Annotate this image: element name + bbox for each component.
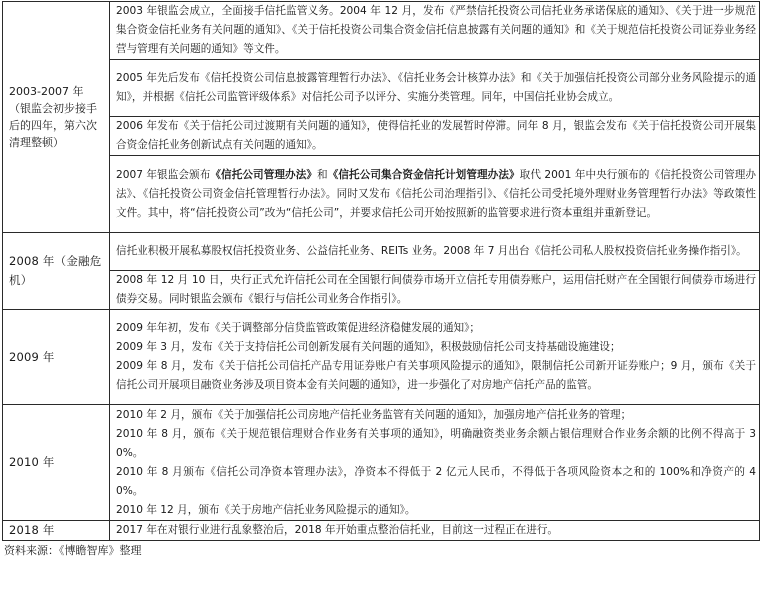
event-text: 2003 年银监会成立，全面接手信托监管义务。2004 年 12 月，发布《严禁信托投资公司信托业务承诺保底的通知》、《关于进一步规范集合资金信托业务有关问题的通知》、《关于信托投资公司集合资金信托信息披露有关问题的通知》和《关于规范信托投资公司证券业务经营与管理有关问题的通知》等文件。 (116, 5, 756, 55)
table-row (3, 521, 760, 541)
table-row (3, 117, 760, 156)
event-text: 2005 年先后发布《信托投资公司信息披露管理暂行办法》、《信托业务会计核算办法》和《关于加强信托投资公司部分业务风险提示的通知》，并根据《信托公司监管评级体系》对信托公司予以评分、实施分类管理。同年，中国信托业协会成立。 (116, 72, 756, 103)
event-cell (110, 405, 760, 521)
table-row (3, 156, 760, 233)
document-title-bold: 《信托公司管理办法》 (210, 168, 318, 181)
event-cell (110, 271, 760, 310)
event-cell (110, 233, 760, 271)
event-line: 2010 年 8 月颁布《信托公司净资本管理办法》，净资本不得低于 2 亿元人民币，不得低于各项风险资本之和的 100%和净资产的 40%。 (116, 465, 756, 497)
table-row (3, 271, 760, 310)
event-text: 和 (317, 168, 328, 181)
event-text: 信托业积极开展私募股权信托投资业务、公益信托业务、REITs 业务。2008 年 7 月出台《信托公司私人股权投资信托业务操作指引》。 (116, 245, 747, 257)
event-line: 2009 年 8 月，发布《关于信托公司信托产品专用证券账户有关事项风险提示的通知》，限制信托公司新开证券账户；9 月，颁布《关于信托公司开展项目融资业务涉及项目资本金有关问题的通知》，进一步强化了对房地产信托产品的监管。 (116, 360, 756, 391)
document-title-bold: 《信托公司集合资金信托计划管理办法》 (327, 168, 520, 181)
event-text: 2017 年在对银行业进行乱象整治后，2018 年开始重点整治信托业，目前这一过程正在进行。 (116, 524, 559, 536)
event-text: 2007 年银监会颁布 (116, 168, 211, 181)
table-row (3, 310, 760, 405)
event-cell (110, 2, 760, 60)
year-cell: 2008 年（金融危机） (3, 233, 110, 310)
regulation-table-wrapper (2, 1, 760, 559)
event-cell (110, 117, 760, 156)
table-row (3, 233, 760, 271)
event-line: 2009 年年初，发布《关于调整部分信贷监管政策促进经济稳健发展的通知》； (116, 322, 481, 334)
event-cell (110, 156, 760, 233)
event-line: 2010 年 8 月，颁布《关于规范银信理财合作业务有关事项的通知》，明确融资类业务余额占银信理财合作业务余额的比例不得高于 30%。 (116, 427, 756, 459)
table-row (3, 2, 760, 60)
table-row (3, 60, 760, 117)
year-cell: 2009 年 (3, 310, 110, 405)
year-cell: 2018 年 (3, 521, 110, 541)
event-text: 2008 年 12 月 10 日，央行正式允许信托公司在全国银行间债券市场开立信托专用债券账户，运用信托财产在全国银行间债券市场进行债券交易。同时银监会颁布《银行与信托公司业务合作指引》。 (116, 274, 756, 305)
event-text: 取代 2001 年中央行颁布的《信托投资公司管理办法》、《信托投资公司资金信托管理暂行办法》。同时又发布《信托公司治理指引》、《信托公司受托境外理财业务管理暂行办法》等政策性文件。其中，将“信托投资公司”改为“信托公司”，并要求信托公司开始按照新的监管要求进行资本重组并重新登记。 (116, 168, 757, 219)
event-line: 2009 年 3 月，发布《关于支持信托公司创新发展有关问题的通知》，积极鼓励信托公司支持基础设施建设； (116, 341, 621, 353)
source-note: 资料来源：《博瞻智库》整理 (4, 544, 142, 557)
event-cell (110, 521, 760, 541)
event-cell (110, 310, 760, 405)
year-cell: 2003-2007 年（银监会初步接手后的四年，第六次清理整顿） (3, 2, 110, 233)
year-cell: 2010 年 (3, 405, 110, 521)
regulation-timeline-table (2, 1, 760, 541)
event-cell (110, 60, 760, 117)
event-text: 2006 年发布《关于信托公司过渡期有关问题的通知》，使得信托业的发展暂时停滞。同年 8 月，银监会发布《关于信托投资公司开展集合资金信托业务创新试点有关问题的通知》。 (116, 120, 756, 151)
table-row (3, 405, 760, 521)
event-line: 2010 年 2 月，颁布《关于加强信托公司房地产信托业务监管有关问题的通知》，加强房地产信托业务的管理； (116, 408, 632, 421)
event-line: 2010 年 12 月，颁布《关于房地产信托业务风险提示的通知》。 (116, 503, 416, 516)
